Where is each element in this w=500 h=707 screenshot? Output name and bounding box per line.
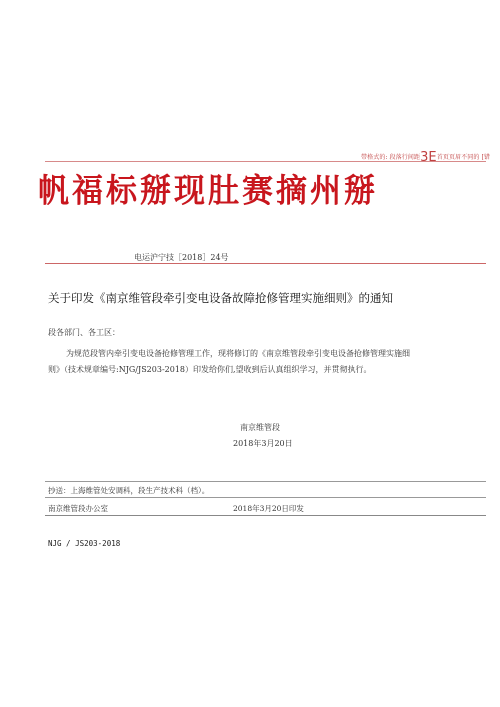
format-annotation-note	[361, 150, 490, 165]
cc-bottom-rule	[45, 497, 486, 498]
top-rule	[45, 161, 486, 162]
document-number: 电运沪宁技［2018］24号	[134, 253, 229, 262]
cc-top-rule	[45, 481, 486, 482]
cc-recipients: 抄送：上海维管处安调科，段生产技术科（档）。	[48, 486, 210, 495]
body-paragraph-line-1: 为规范段管内牵引变电设备抢修管理工作，现将修订的《南京维管段牵引变电设备抢修管理实施细	[66, 349, 410, 358]
format-note-prefix: 带格式的: 段落行间距	[361, 154, 421, 161]
issuing-office: 南京维管段办公室	[48, 504, 108, 513]
footer-bottom-rule	[45, 515, 486, 516]
header-divider	[45, 263, 486, 264]
salutation: 段各部门、各工区：	[48, 328, 120, 337]
signature-date: 2018年3月20日	[233, 439, 293, 448]
signature-organization: 南京维管段	[240, 423, 280, 432]
document-masthead: 帆福标掰现肚赛摘州掰	[38, 172, 378, 211]
document-title: 关于印发《南京维管段牵引变电设备故障抢修管理实施细则》的通知	[48, 291, 393, 305]
format-note-suffix: 首页页眉不同的 [错	[436, 154, 490, 161]
body-paragraph-line-2: 则》（技术规章编号:NJG/JS203-2018）印发给你们,望收到后认真组织学习，并贯彻执行。	[48, 365, 372, 374]
regulation-code: NJG / JS203-2018	[48, 539, 121, 548]
print-date: 2018年3月20日印发	[233, 504, 304, 513]
format-note-marker: 3E	[420, 150, 437, 165]
